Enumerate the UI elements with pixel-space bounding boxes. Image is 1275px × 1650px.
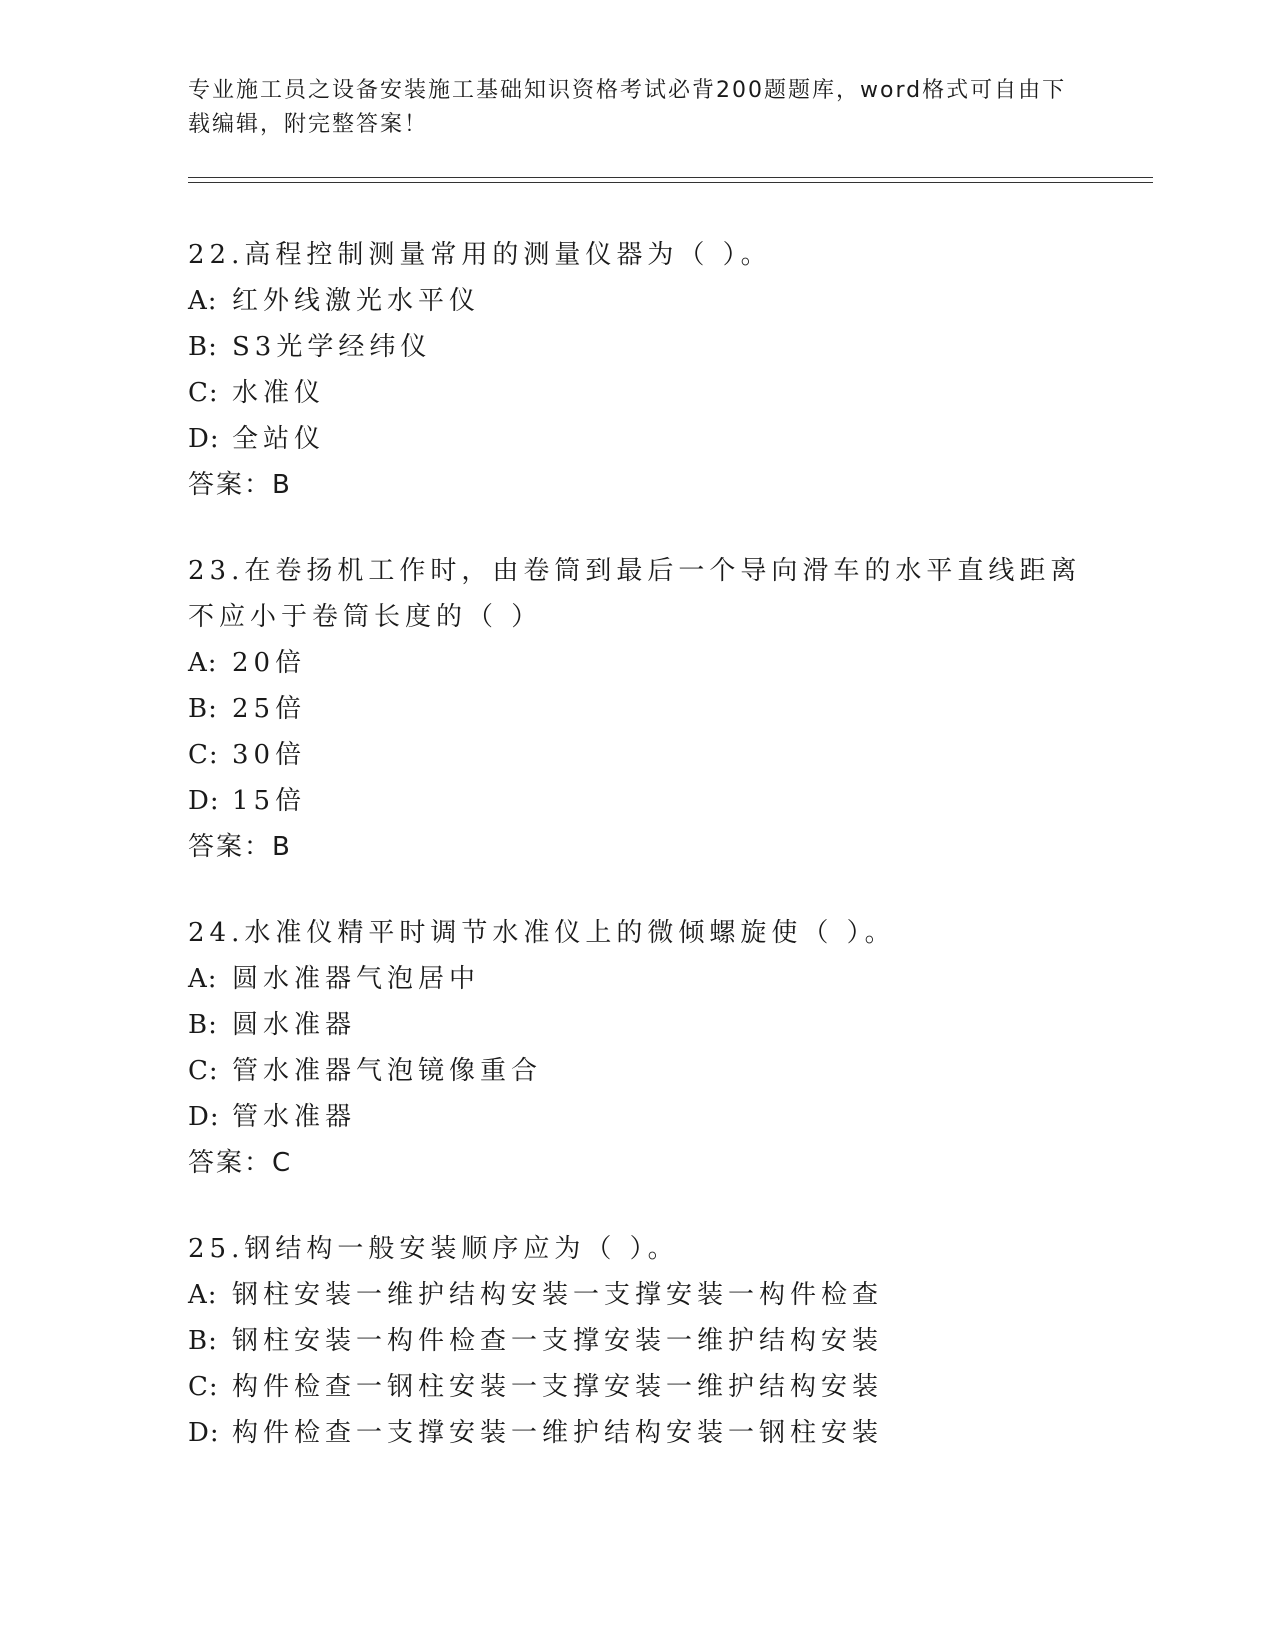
option-text: 管水准器气泡镜像重合: [232, 1056, 543, 1086]
question-stem: 23.在卷扬机工作时，由卷筒到最后一个导向滑车的水平直线距离不应小于卷筒长度的（ ）: [188, 556, 1082, 632]
option-c: [188, 1364, 1088, 1410]
question-25: [188, 1226, 1088, 1456]
option-text: 30倍: [232, 740, 307, 770]
option-text: 管水准器: [232, 1102, 357, 1132]
answer-line: 答案：C: [188, 1148, 293, 1178]
question-stem: 25.钢结构一般安装顺序应为（ ）。: [188, 1234, 679, 1264]
option-b: [188, 324, 1088, 370]
option-text: S3光学经纬仪: [232, 332, 432, 362]
option-text: 圆水准器气泡居中: [232, 964, 481, 994]
option-text: 圆水准器: [232, 1010, 357, 1040]
option-b: [188, 1318, 1088, 1364]
option-key: D:: [188, 1102, 220, 1132]
option-key: C:: [188, 740, 219, 770]
option-text: 红外线激光水平仪: [232, 286, 481, 316]
option-d: [188, 778, 1088, 824]
option-text: 构件检查一支撑安装一维护结构安装一钢柱安装: [232, 1418, 884, 1448]
header-divider-top: [188, 177, 1153, 178]
option-text: 25倍: [232, 694, 307, 724]
option-key: A:: [188, 964, 218, 994]
option-key: C:: [188, 1056, 219, 1086]
option-a: [188, 1272, 1088, 1318]
option-a: [188, 640, 1088, 686]
option-text: 水准仪: [232, 378, 326, 408]
option-text: 构件检查一钢柱安装一支撑安装一维护结构安装: [232, 1372, 884, 1402]
option-key: C:: [188, 1372, 219, 1402]
option-key: D:: [188, 1418, 220, 1448]
question-22: [188, 232, 1088, 508]
option-d: [188, 1410, 1088, 1456]
option-key: B:: [188, 694, 218, 724]
answer-line: 答案：B: [188, 470, 292, 500]
option-a: [188, 278, 1088, 324]
question-list: [188, 232, 1088, 1496]
option-text: 20倍: [232, 648, 307, 678]
document-header: 专业施工员之设备安装施工基础知识资格考试必背200题题库，word格式可自由下载编辑，附完整答案！: [188, 78, 1067, 137]
option-key: C:: [188, 378, 219, 408]
option-c: [188, 370, 1088, 416]
question-24: [188, 910, 1088, 1186]
question-stem: 24.水准仪精平时调节水准仪上的微倾螺旋使（ ）。: [188, 918, 896, 948]
option-d: [188, 1094, 1088, 1140]
option-key: A:: [188, 1280, 218, 1310]
question-23: [188, 548, 1088, 870]
answer-line: 答案：B: [188, 832, 292, 862]
header-divider-bottom: [188, 182, 1153, 183]
option-key: A:: [188, 286, 218, 316]
option-key: B:: [188, 332, 218, 362]
option-key: B:: [188, 1010, 218, 1040]
option-b: [188, 1002, 1088, 1048]
option-text: 钢柱安装一构件检查一支撑安装一维护结构安装: [232, 1326, 884, 1356]
option-c: [188, 732, 1088, 778]
option-text: 15倍: [232, 786, 307, 816]
option-key: D:: [188, 424, 220, 454]
option-key: B:: [188, 1326, 218, 1356]
option-a: [188, 956, 1088, 1002]
option-key: A:: [188, 648, 218, 678]
option-c: [188, 1048, 1088, 1094]
option-d: [188, 416, 1088, 462]
option-text: 钢柱安装一维护结构安装一支撑安装一构件检查: [232, 1280, 884, 1310]
option-key: D:: [188, 786, 220, 816]
question-stem: 22.高程控制测量常用的测量仪器为（ ）。: [188, 240, 772, 270]
option-text: 全站仪: [232, 424, 326, 454]
option-b: [188, 686, 1088, 732]
